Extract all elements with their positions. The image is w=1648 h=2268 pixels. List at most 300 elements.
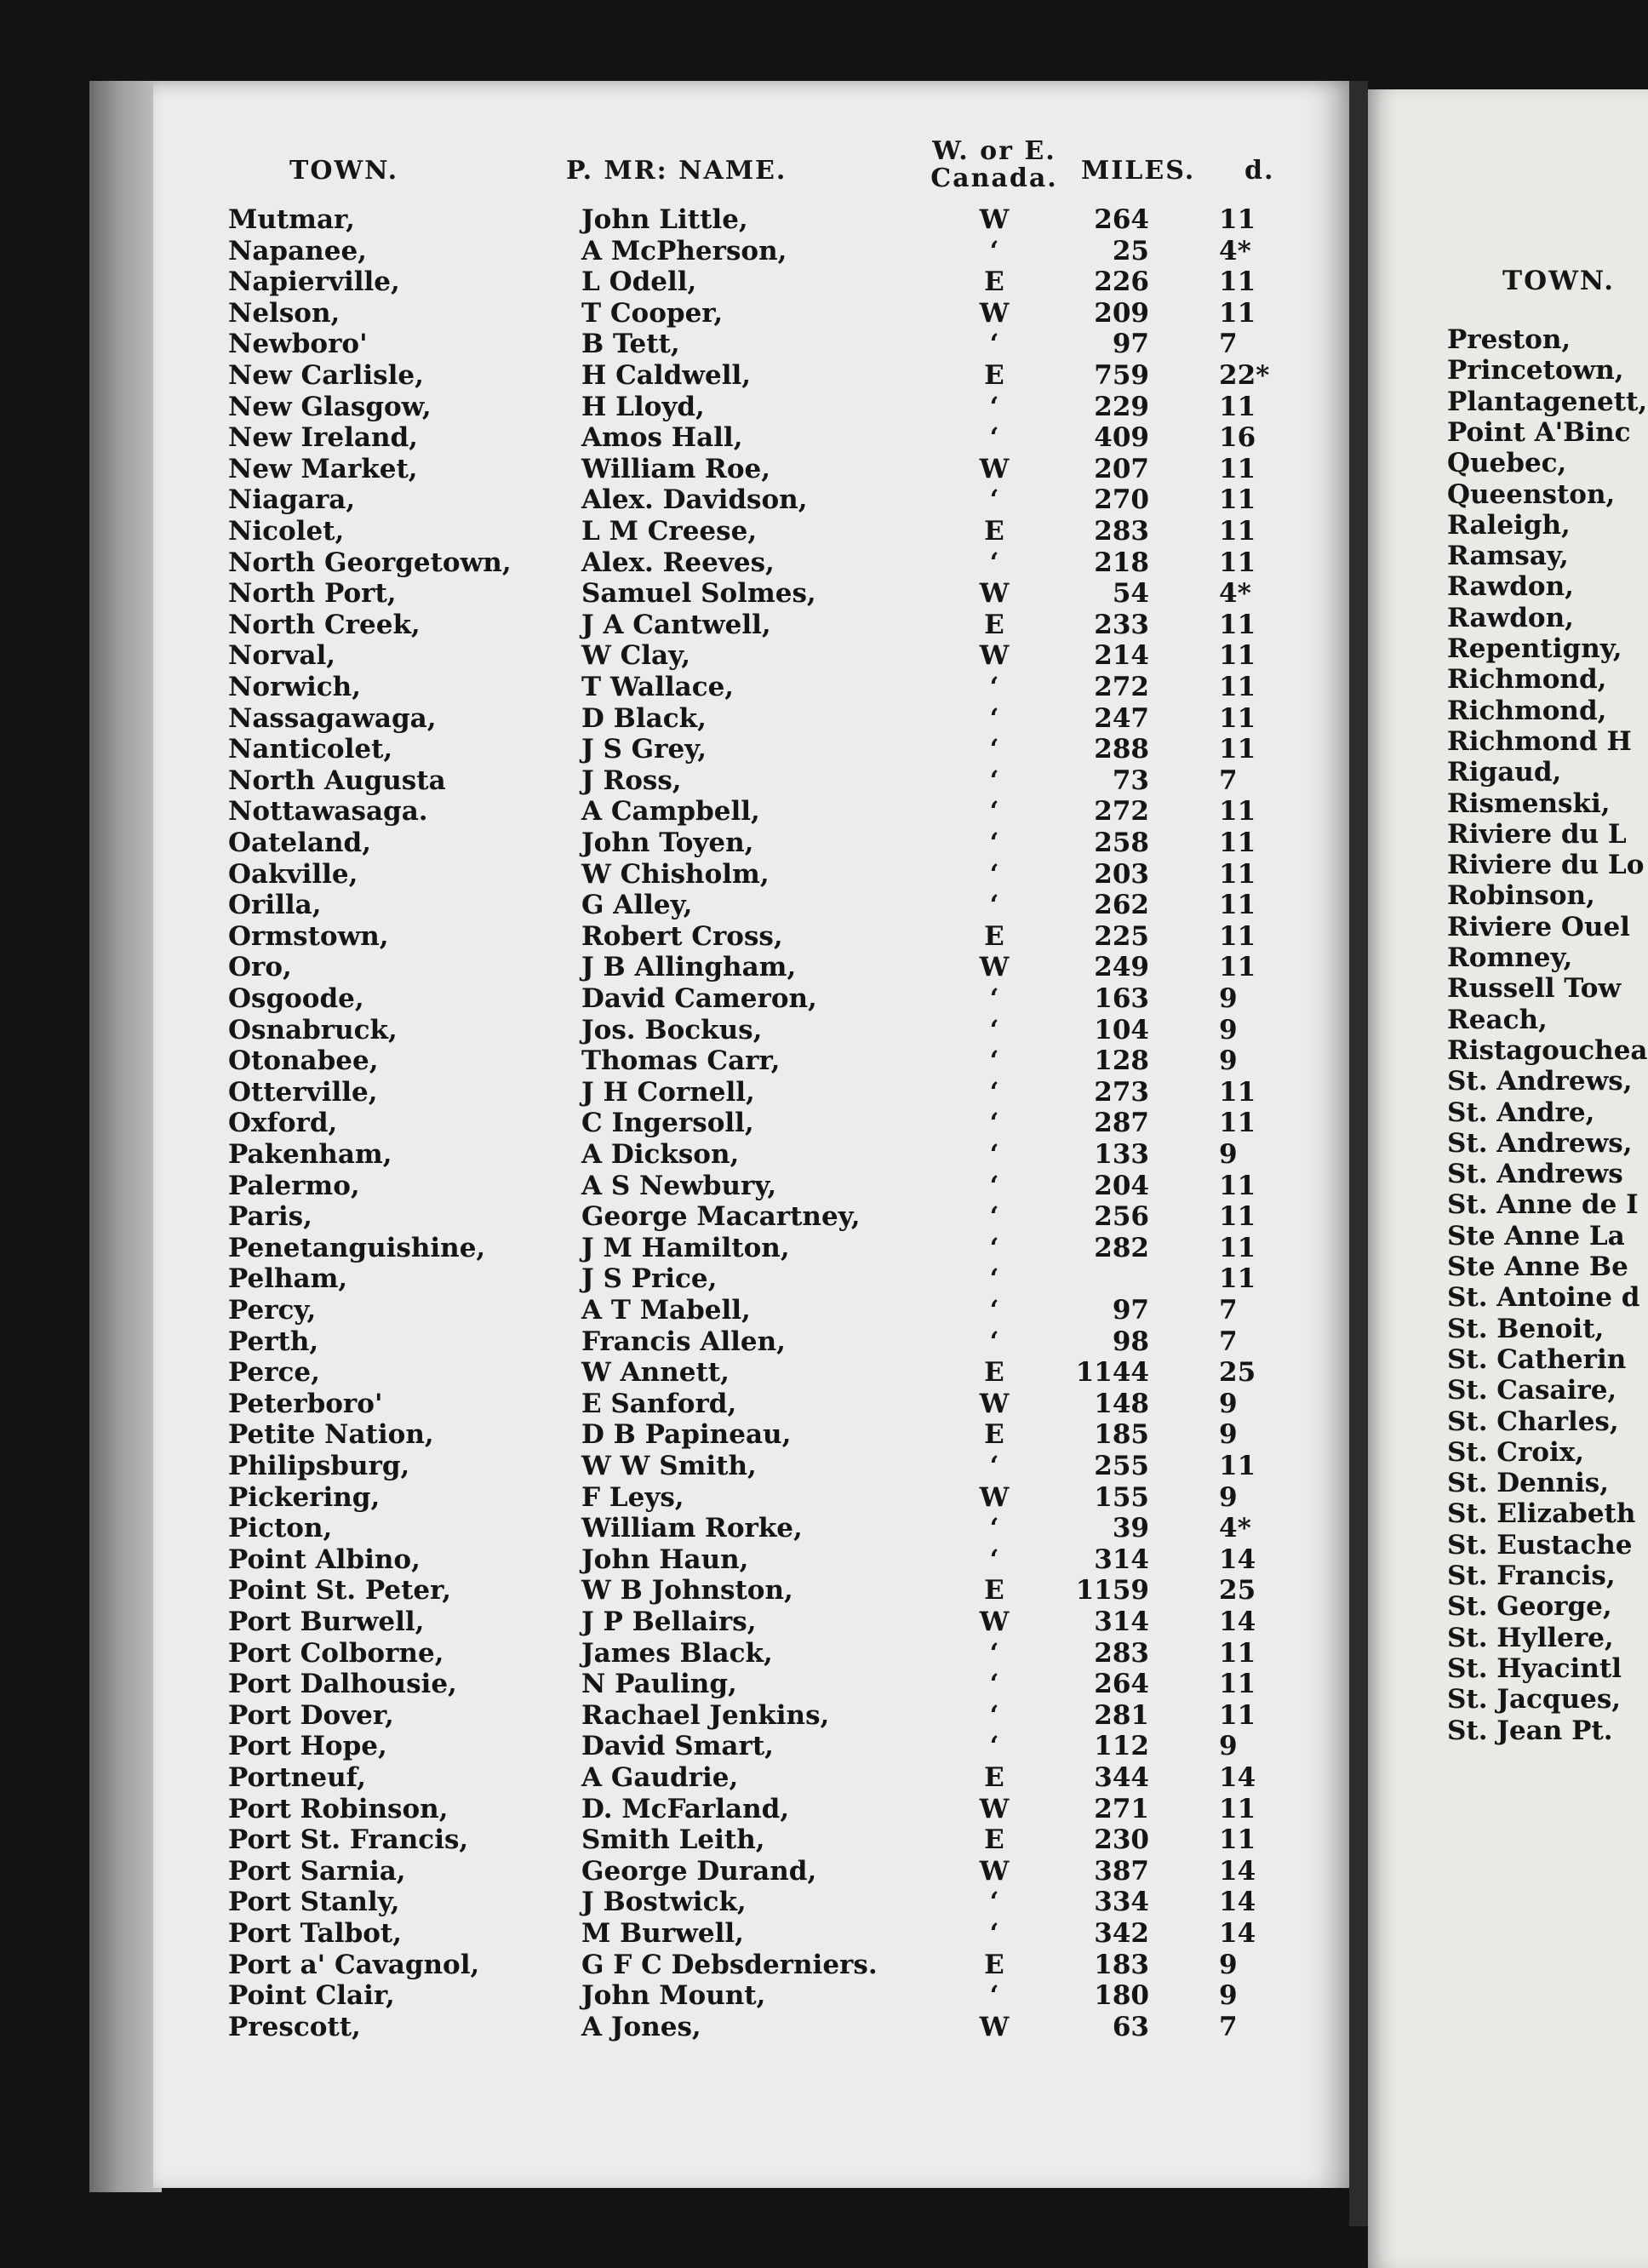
town-cell: Pelham, <box>228 1263 348 1295</box>
right-town-cell: St. Andre, <box>1447 1097 1595 1128</box>
pence-cell: 11 <box>1219 952 1256 983</box>
miles-cell: 281 <box>1094 1699 1149 1731</box>
pence-cell: 11 <box>1219 1793 1256 1824</box>
pence-cell: 9 <box>1219 1014 1238 1045</box>
town-cell: Oxford, <box>228 1108 338 1139</box>
canada-cell: W <box>979 453 1010 484</box>
miles-cell: 163 <box>1094 983 1149 1014</box>
town-cell: Port Colborne, <box>228 1637 444 1669</box>
postmaster-cell: A T Mabell, <box>581 1295 751 1326</box>
right-town-cell: St. Andrews <box>1447 1159 1623 1190</box>
postmaster-cell: David Smart, <box>581 1731 774 1762</box>
miles-cell: 73 <box>1112 765 1149 796</box>
canada-cell: ‘ <box>989 1451 999 1481</box>
right-town-cell: Richmond, <box>1447 695 1607 726</box>
town-cell: Otonabee, <box>228 1045 379 1077</box>
miles-cell: 387 <box>1094 1855 1149 1887</box>
book-gutter <box>1349 81 1368 2226</box>
postmaster-cell: B Tett, <box>581 329 680 360</box>
postmaster-cell: H Caldwell, <box>581 360 752 391</box>
pence-cell: 9 <box>1219 1419 1238 1451</box>
right-town-cell: St. Croix, <box>1447 1436 1585 1468</box>
miles-cell: 258 <box>1094 828 1149 858</box>
canada-cell: ‘ <box>989 983 999 1014</box>
pence-cell: 11 <box>1219 890 1256 921</box>
postmaster-cell: George Durand, <box>581 1855 817 1887</box>
postmaster-cell: Samuel Solmes, <box>581 578 816 610</box>
postmaster-cell: George Macartney, <box>581 1201 861 1233</box>
canada-cell: E <box>984 1357 1004 1389</box>
miles-cell: 128 <box>1094 1045 1149 1077</box>
miles-cell: 314 <box>1094 1606 1149 1637</box>
town-cell: New Glasgow, <box>228 391 432 422</box>
town-cell: Picton, <box>228 1513 333 1544</box>
right-town-cell: Rawdon, <box>1447 602 1574 633</box>
town-cell: Port Dover, <box>228 1699 394 1731</box>
canada-cell: ‘ <box>989 1731 999 1762</box>
canada-cell: E <box>984 360 1004 391</box>
right-town-cell: St. Catherin <box>1447 1343 1627 1375</box>
miles-cell: 230 <box>1094 1824 1149 1856</box>
canada-cell: ‘ <box>989 1699 999 1731</box>
canada-cell: W <box>979 1481 1010 1513</box>
pence-cell: 11 <box>1219 1263 1256 1295</box>
town-cell: Napierville, <box>228 266 400 298</box>
miles-cell: 97 <box>1112 1295 1149 1326</box>
right-town-cell: Riviere Ouel <box>1447 911 1630 942</box>
right-town-cell: St. Hyllere, <box>1447 1622 1614 1653</box>
pence-cell: 14 <box>1219 1918 1256 1949</box>
right-town-cell: Plantagenett, <box>1447 386 1648 417</box>
pence-cell: 11 <box>1219 1699 1256 1731</box>
miles-cell: 185 <box>1094 1419 1149 1451</box>
postmaster-cell: Robert Cross, <box>581 920 783 952</box>
pence-cell: 11 <box>1219 1669 1256 1700</box>
pence-cell: 4* <box>1219 1513 1251 1544</box>
pence-cell: 7 <box>1219 2011 1238 2042</box>
postmaster-cell: W Chisholm, <box>581 858 770 890</box>
pence-cell: 25 <box>1219 1357 1256 1389</box>
canada-cell: ‘ <box>989 796 999 828</box>
postmaster-cell: Rachael Jenkins, <box>581 1699 830 1731</box>
town-cell: Perth, <box>228 1326 319 1357</box>
canada-cell: ‘ <box>989 1108 999 1139</box>
miles-cell: 112 <box>1094 1731 1149 1762</box>
town-cell: Point Albino, <box>228 1544 421 1575</box>
right-town-cell: St. Jean Pt. <box>1447 1715 1613 1746</box>
miles-cell: 229 <box>1094 391 1149 422</box>
town-cell: Port a' Cavagnol, <box>228 1949 480 1980</box>
postmaster-cell: John Mount, <box>581 1980 766 2012</box>
canada-cell: ‘ <box>989 1295 999 1326</box>
canada-cell: W <box>979 1793 1010 1824</box>
canada-cell: ‘ <box>989 1887 999 1918</box>
town-cell: New Ireland, <box>228 422 418 454</box>
canada-cell: ‘ <box>989 1980 999 2012</box>
town-cell: Ormstown, <box>228 920 389 952</box>
town-cell: Newboro' <box>228 329 368 360</box>
town-cell: Port Burwell, <box>228 1606 425 1637</box>
canada-cell: ‘ <box>989 1637 999 1669</box>
town-cell: Nicolet, <box>228 516 345 547</box>
miles-cell: 183 <box>1094 1949 1149 1980</box>
postmaster-cell: D. McFarland, <box>581 1793 790 1824</box>
postmaster-cell: J S Grey, <box>581 734 707 765</box>
miles-cell: 255 <box>1094 1451 1149 1481</box>
town-cell: Peterboro' <box>228 1388 383 1419</box>
miles-cell: 256 <box>1094 1201 1149 1233</box>
postmaster-cell: Smith Leith, <box>581 1824 765 1856</box>
postmaster-cell: W W Smith, <box>581 1451 757 1481</box>
canada-cell: ‘ <box>989 1014 999 1045</box>
postmaster-cell: J Ross, <box>581 765 682 796</box>
pence-cell: 16 <box>1219 422 1256 454</box>
pence-cell: 22* <box>1219 360 1270 391</box>
town-cell: Mutmar, <box>228 204 355 235</box>
town-cell: New Carlisle, <box>228 360 424 391</box>
pence-cell: 9 <box>1219 983 1238 1014</box>
miles-cell: 288 <box>1094 734 1149 765</box>
town-cell: Orilla, <box>228 890 322 921</box>
miles-cell: 273 <box>1094 1076 1149 1108</box>
postmaster-cell: A McPherson, <box>581 235 787 266</box>
town-cell: Port Sarnia, <box>228 1855 406 1887</box>
canada-cell: ‘ <box>989 890 999 921</box>
town-cell: North Georgetown, <box>228 547 512 578</box>
canada-cell: ‘ <box>989 1544 999 1575</box>
miles-cell: 54 <box>1112 578 1149 610</box>
canada-cell: ‘ <box>989 1232 999 1263</box>
postmaster-cell: D B Papineau, <box>581 1419 792 1451</box>
postmaster-cell: E Sanford, <box>581 1388 737 1419</box>
pence-cell: 11 <box>1219 1076 1256 1108</box>
header-postmaster-name: P. MR: NAME. <box>566 156 787 186</box>
postmaster-cell: Thomas Carr, <box>581 1045 781 1077</box>
miles-cell: 63 <box>1112 2011 1149 2042</box>
postmaster-cell: W B Johnston, <box>581 1575 793 1606</box>
pence-cell: 11 <box>1219 609 1256 640</box>
postmaster-cell: Alex. Davidson, <box>581 484 808 516</box>
header-canada <box>921 138 1067 192</box>
pence-cell: 9 <box>1219 1481 1238 1513</box>
pence-cell: 11 <box>1219 484 1256 516</box>
town-cell: Nassagawaga, <box>228 702 437 734</box>
postmaster-cell: A Dickson, <box>581 1139 740 1170</box>
miles-cell: 98 <box>1112 1326 1149 1357</box>
pence-cell: 11 <box>1219 204 1256 235</box>
postmaster-cell: J B Allingham, <box>581 952 797 983</box>
right-town-cell: Ste Anne La <box>1447 1220 1625 1251</box>
canada-cell: E <box>984 516 1004 547</box>
miles-cell: 283 <box>1094 516 1149 547</box>
miles-cell: 180 <box>1094 1980 1149 2012</box>
miles-cell: 133 <box>1094 1139 1149 1170</box>
right-town-cell: Romney, <box>1447 942 1573 973</box>
right-town-cell: Richmond H <box>1447 725 1632 757</box>
canada-cell: ‘ <box>989 828 999 858</box>
postmaster-cell: N Pauling, <box>581 1669 737 1700</box>
pence-cell: 9 <box>1219 1388 1238 1419</box>
canada-cell: ‘ <box>989 858 999 890</box>
postmaster-cell: John Toyen, <box>581 828 754 858</box>
postmaster-cell: J A Cantwell, <box>581 609 771 640</box>
town-cell: Paris, <box>228 1201 312 1233</box>
miles-cell: 97 <box>1112 329 1149 360</box>
postmaster-cell: A Campbell, <box>581 796 760 828</box>
canada-cell: W <box>979 1855 1010 1887</box>
pence-cell: 7 <box>1219 1295 1238 1326</box>
postmaster-cell: William Rorke, <box>581 1513 803 1544</box>
town-cell: Palermo, <box>228 1170 360 1201</box>
right-town-cell: Point A'Binc <box>1447 416 1631 448</box>
right-town-cell: Riviere du Lo <box>1447 850 1645 881</box>
right-town-cell: St. Elizabeth <box>1447 1498 1636 1530</box>
postmaster-cell: William Roe, <box>581 453 771 484</box>
miles-cell: 226 <box>1094 266 1149 298</box>
pence-cell: 11 <box>1219 516 1256 547</box>
town-cell: Point St. Peter, <box>228 1575 451 1606</box>
town-cell: Perce, <box>228 1357 320 1389</box>
right-town-cell: St. Dennis, <box>1447 1468 1609 1499</box>
pence-cell: 9 <box>1219 1045 1238 1077</box>
canada-cell: W <box>979 297 1010 329</box>
pence-cell: 9 <box>1219 1949 1238 1980</box>
canada-cell: W <box>979 1388 1010 1419</box>
canada-cell: ‘ <box>989 1326 999 1357</box>
town-cell: Oakville, <box>228 858 358 890</box>
postmaster-cell: J H Cornell, <box>581 1076 755 1108</box>
pence-cell: 11 <box>1219 734 1256 765</box>
town-cell: Norwich, <box>228 672 362 702</box>
town-cell: Nelson, <box>228 297 340 329</box>
town-cell: Oateland, <box>228 828 372 858</box>
canada-cell: E <box>984 266 1004 298</box>
town-cell: Niagara, <box>228 484 356 516</box>
town-cell: Point Clair, <box>228 1980 395 2012</box>
miles-cell: 272 <box>1094 672 1149 702</box>
miles-cell: 207 <box>1094 453 1149 484</box>
postmaster-cell: John Haun, <box>581 1544 749 1575</box>
miles-cell: 247 <box>1094 702 1149 734</box>
miles-cell: 334 <box>1094 1887 1149 1918</box>
header-d: d. <box>1245 156 1275 186</box>
town-cell: Oro, <box>228 952 292 983</box>
postmaster-cell: D Black, <box>581 702 707 734</box>
postmaster-cell: L Odell, <box>581 266 697 298</box>
canada-cell: ‘ <box>989 1139 999 1170</box>
town-cell: Petite Nation, <box>228 1419 434 1451</box>
postmaster-cell: Amos Hall, <box>581 422 743 454</box>
postmaster-cell: G F C Debsderniers. <box>581 1949 878 1980</box>
canada-cell: E <box>984 1949 1004 1980</box>
canada-cell: ‘ <box>989 1170 999 1201</box>
right-town-cell: Ristagouchea <box>1447 1034 1648 1066</box>
header-canada-line1: W. or E. <box>932 136 1056 166</box>
miles-cell: 203 <box>1094 858 1149 890</box>
miles-cell: 218 <box>1094 547 1149 578</box>
pence-cell: 11 <box>1219 1108 1256 1139</box>
right-town-cell: Richmond, <box>1447 664 1607 696</box>
right-town-cell: St. George, <box>1447 1591 1612 1623</box>
town-cell: Percy, <box>228 1295 317 1326</box>
miles-cell: 204 <box>1094 1170 1149 1201</box>
town-cell: Penetanguishine, <box>228 1232 486 1263</box>
postmaster-cell: J S Price, <box>581 1263 718 1295</box>
canada-cell: E <box>984 1419 1004 1451</box>
canada-cell: E <box>984 920 1004 952</box>
postmaster-cell: A Gaudrie, <box>581 1762 739 1793</box>
header-miles: MILES. <box>1081 156 1196 186</box>
town-cell: Port Robinson, <box>228 1793 449 1824</box>
canada-cell: ‘ <box>989 1076 999 1108</box>
right-town-cell: St. Hyacintl <box>1447 1652 1622 1684</box>
town-cell: Pakenham, <box>228 1139 392 1170</box>
miles-cell: 282 <box>1094 1232 1149 1263</box>
miles-cell: 342 <box>1094 1918 1149 1949</box>
canada-cell: ‘ <box>989 422 999 454</box>
canada-cell: W <box>979 640 1010 672</box>
pence-cell: 7 <box>1219 1326 1238 1357</box>
pence-cell: 7 <box>1219 329 1238 360</box>
canada-cell: ‘ <box>989 672 999 702</box>
right-town-cell: Preston, <box>1447 324 1571 355</box>
pence-cell: 11 <box>1219 453 1256 484</box>
canada-cell: ‘ <box>989 1513 999 1544</box>
canada-cell: E <box>984 1762 1004 1793</box>
right-town-cell: St. Jacques, <box>1447 1684 1622 1715</box>
right-town-cell: Riviere du L <box>1447 818 1627 850</box>
pence-cell: 11 <box>1219 1232 1256 1263</box>
canada-cell: ‘ <box>989 235 999 266</box>
town-cell: Otterville, <box>228 1076 378 1108</box>
canada-cell: ‘ <box>989 1918 999 1949</box>
postmaster-cell: Jos. Bockus, <box>581 1014 763 1045</box>
miles-cell: 264 <box>1094 204 1149 235</box>
town-cell: Napanee, <box>228 235 367 266</box>
header-canada-line2: Canada. <box>930 163 1058 193</box>
canada-cell: W <box>979 1606 1010 1637</box>
right-town-cell: St. Charles, <box>1447 1406 1619 1437</box>
right-town-cell: St. Benoit, <box>1447 1313 1605 1344</box>
town-cell: Pickering, <box>228 1481 381 1513</box>
canada-cell: ‘ <box>989 702 999 734</box>
pence-cell: 14 <box>1219 1544 1256 1575</box>
miles-cell: 148 <box>1094 1388 1149 1419</box>
miles-cell: 283 <box>1094 1637 1149 1669</box>
miles-cell: 39 <box>1112 1513 1149 1544</box>
miles-cell: 759 <box>1094 360 1149 391</box>
pence-cell: 11 <box>1219 858 1256 890</box>
miles-cell: 1144 <box>1075 1357 1149 1389</box>
town-cell: Osgoode, <box>228 983 364 1014</box>
miles-cell: 233 <box>1094 609 1149 640</box>
postmaster-cell: T Cooper, <box>581 297 724 329</box>
postmaster-cell: W Clay, <box>581 640 690 672</box>
right-town-cell: Ramsay, <box>1447 541 1569 572</box>
right-town-cell: Ste Anne Be <box>1447 1251 1628 1282</box>
town-cell: Port Stanly, <box>228 1887 400 1918</box>
miles-cell: 225 <box>1094 920 1149 952</box>
canada-cell: E <box>984 1575 1004 1606</box>
pence-cell: 4* <box>1219 235 1251 266</box>
right-town-cell: Rigaud, <box>1447 757 1562 788</box>
canada-cell: E <box>984 609 1004 640</box>
right-header-town: TOWN. <box>1502 266 1616 296</box>
town-cell: Port Hope, <box>228 1731 387 1762</box>
canada-cell: ‘ <box>989 329 999 360</box>
canada-cell: ‘ <box>989 484 999 516</box>
miles-cell: 1159 <box>1075 1575 1149 1606</box>
right-town-cell: Quebec, <box>1447 448 1567 479</box>
right-town-cell: Reach, <box>1447 1004 1548 1035</box>
miles-cell: 25 <box>1112 235 1149 266</box>
right-town-cell: St. Francis, <box>1447 1561 1616 1591</box>
canada-cell: W <box>979 578 1010 610</box>
canada-cell: W <box>979 2011 1010 2042</box>
postmaster-cell: Francis Allen, <box>581 1326 786 1357</box>
pence-cell: 11 <box>1219 547 1256 578</box>
town-cell: Prescott, <box>228 2011 361 2042</box>
pence-cell: 11 <box>1219 702 1256 734</box>
canada-cell: ‘ <box>989 1045 999 1077</box>
right-town-cell: Queenston, <box>1447 478 1616 510</box>
pence-cell: 14 <box>1219 1855 1256 1887</box>
postmaster-cell: F Leys, <box>581 1481 684 1513</box>
pence-cell: 11 <box>1219 391 1256 422</box>
right-town-cell: Robinson, <box>1447 880 1595 912</box>
right-town-cell: Raleigh, <box>1447 509 1571 541</box>
town-cell: Philipsburg, <box>228 1451 410 1481</box>
town-cell: Port Talbot, <box>228 1918 403 1949</box>
town-cell: Osnabruck, <box>228 1014 398 1045</box>
miles-cell: 314 <box>1094 1544 1149 1575</box>
town-cell: Port St. Francis, <box>228 1824 469 1856</box>
town-cell: Nanticolet, <box>228 734 393 765</box>
postmaster-cell: L M Creese, <box>581 516 758 547</box>
town-cell: Nottawasaga. <box>228 796 428 828</box>
right-town-cell: Russell Tow <box>1447 973 1622 1005</box>
postmaster-cell: T Wallace, <box>581 672 735 702</box>
town-cell: Norval, <box>228 640 336 672</box>
miles-cell: 264 <box>1094 1669 1149 1700</box>
right-town-cell: Rawdon, <box>1447 571 1574 603</box>
postmaster-cell: Alex. Reeves, <box>581 547 775 578</box>
book-spine <box>89 81 162 2192</box>
pence-cell: 11 <box>1219 1201 1256 1233</box>
right-town-cell: Repentigny, <box>1447 633 1622 664</box>
pence-cell: 14 <box>1219 1762 1256 1793</box>
pence-cell: 9 <box>1219 1139 1238 1170</box>
town-cell: North Augusta <box>228 765 446 796</box>
postmaster-cell: David Cameron, <box>581 983 817 1014</box>
postmaster-cell: G Alley, <box>581 890 693 921</box>
postmaster-cell: H Lloyd, <box>581 391 705 422</box>
pence-cell: 11 <box>1219 297 1256 329</box>
right-town-cell: St. Casaire, <box>1447 1375 1617 1406</box>
miles-cell: 272 <box>1094 796 1149 828</box>
canada-cell: ‘ <box>989 734 999 765</box>
postmaster-cell: J M Hamilton, <box>581 1232 790 1263</box>
miles-cell: 344 <box>1094 1762 1149 1793</box>
pence-cell: 9 <box>1219 1980 1238 2012</box>
canada-cell: ‘ <box>989 765 999 796</box>
miles-cell: 104 <box>1094 1014 1149 1045</box>
canada-cell: ‘ <box>989 1201 999 1233</box>
postmaster-cell: James Black, <box>581 1637 773 1669</box>
pence-cell: 14 <box>1219 1887 1256 1918</box>
postmaster-cell: A Jones, <box>581 2011 701 2042</box>
canada-cell: E <box>984 1824 1004 1856</box>
